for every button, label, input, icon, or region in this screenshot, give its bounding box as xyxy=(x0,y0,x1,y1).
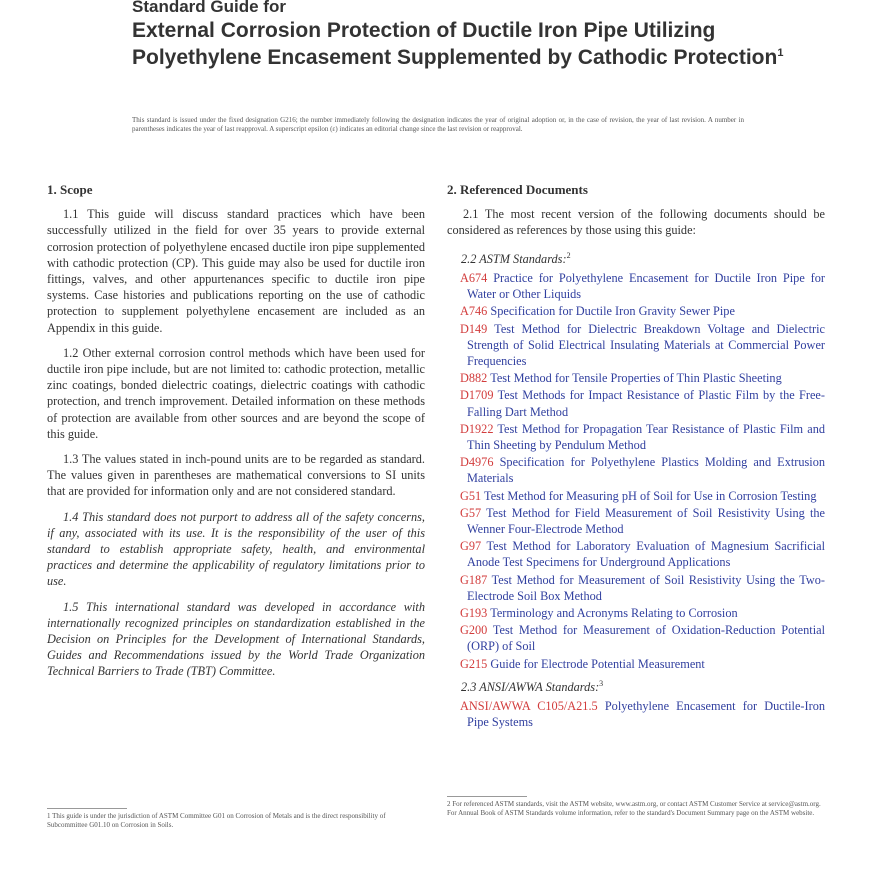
reference-code[interactable]: G57 xyxy=(460,505,482,520)
reference-link[interactable] xyxy=(460,656,825,672)
awwa-reference-list xyxy=(447,698,825,730)
reference-code[interactable]: D149 xyxy=(460,321,488,336)
reference-link[interactable] xyxy=(460,488,825,504)
document-kind: Standard Guide for xyxy=(132,0,286,16)
reference-title[interactable]: Test Method for Propagation Tear Resistance of Plastic Film and Thin Sheeting by Pendulum Method xyxy=(467,421,825,452)
reference-code[interactable]: G97 xyxy=(460,539,482,554)
title-footnote-mark: 1 xyxy=(777,47,784,59)
footnote-rule-right xyxy=(447,796,527,797)
reference-code[interactable]: G200 xyxy=(460,623,488,638)
reference-title[interactable]: Test Method for Field Measurement of Soil Resistivity Using the Wenner Four-Electrode Method xyxy=(467,505,825,536)
designation-note: This standard is issued under the fixed designation G216; the number immediately following the designation indicates the year of original adoption or, in the case of revision, the year of last revision. A number in parentheses indicates the year of last reapproval. A superscript epsilon (ε) indicates an editorial change since the last revision or reapproval. xyxy=(132,116,744,133)
reference-code[interactable]: ANSI/AWWA C105/A21.5 xyxy=(460,699,598,714)
reference-link[interactable] xyxy=(460,622,825,654)
awwa-standards-label: 2.3 ANSI/AWWA Standards:$^3$ xyxy=(461,678,604,694)
reference-link[interactable] xyxy=(460,698,825,730)
reference-link[interactable] xyxy=(460,538,825,570)
reference-code[interactable]: G187 xyxy=(460,572,488,587)
reference-code[interactable]: D1709 xyxy=(460,388,494,403)
reference-link[interactable] xyxy=(460,387,825,419)
reference-link[interactable] xyxy=(460,370,825,386)
reference-title[interactable]: Test Methods for Impact Resistance of Plastic Film by the Free-Falling Dart Method xyxy=(467,388,825,419)
reference-link[interactable] xyxy=(460,421,825,453)
reference-code[interactable]: D4976 xyxy=(460,455,494,470)
reference-link[interactable] xyxy=(460,321,825,370)
scope-para-4: 1.4 This standard does not purport to address all of the safety concerns, if any, associated with its use. It is the responsibility of the user of this standard to establish appropriate safety, health, and environmental practices and determine the applicability of regulatory limitations prior to use. xyxy=(47,509,425,589)
astm-reference-list xyxy=(447,270,825,672)
reference-code[interactable]: G215 xyxy=(460,656,488,671)
document-header xyxy=(132,0,832,69)
footnote-left: 1 This guide is under the jurisdiction of ASTM Committee G01 on Corrosion of Metals and is the direct responsibility of Subcommittee G01.10 on Corrosion in Soils. xyxy=(47,812,386,829)
reference-title[interactable]: Specification for Polyethylene Plastics Molding and Extrusion Materials xyxy=(467,455,826,486)
reference-link[interactable] xyxy=(460,454,826,486)
reference-title[interactable]: Practice for Polyethylene Encasement for Ductile Iron Pipe for Water or Other Liquids xyxy=(467,270,825,302)
reference-title[interactable]: Test Method for Tensile Properties of Thin Plastic Sheeting xyxy=(490,371,782,386)
reference-link[interactable] xyxy=(460,605,825,621)
reference-link[interactable] xyxy=(460,572,825,604)
reference-code[interactable]: A674 xyxy=(460,270,488,285)
reference-code[interactable]: G51 xyxy=(460,488,482,503)
reference-title[interactable]: Polyethylene Encasement for Ductile-Iron Pipe Systems xyxy=(467,699,825,730)
reference-title[interactable]: Terminology and Acronyms Relating to Corrosion xyxy=(490,605,738,620)
footnote-rule-left xyxy=(47,808,127,809)
references-intro: 2.1 The most recent version of the following documents should be considered as references by those using this guide: xyxy=(447,207,825,238)
reference-title[interactable]: Specification for Ductile Iron Gravity Sewer Pipe xyxy=(490,304,735,319)
reference-code[interactable]: A746 xyxy=(460,304,488,319)
scope-para-1: 1.1 This guide will discuss standard practices which have been successfully utilized in the field for over 35 years to provide external corrosion protection of polyethylene encased ductile iron pipe supplemented with cathodic protection (CP). This guide may also be used for ductile iron fittings, valves, and other appurtenances specific to ductile iron pipe systems. Case histories and publications reporting on the use of cathodic protection to supplement polyethylene encasement are included as an Appendix in this guide. xyxy=(47,207,425,335)
astm-standards-label: 2.2 ASTM Standards:$^2$ xyxy=(461,250,571,266)
reference-code[interactable]: D882 xyxy=(460,371,488,386)
footnote-right: 2 For referenced ASTM standards, visit the ASTM website, www.astm.org, or contact ASTM Customer Service at service@astm.org. For Annual Book of ASTM Standards volume information, refer to the standard's Document Summary page on the ASTM website. xyxy=(447,800,821,817)
reference-title[interactable]: Test Method for Dielectric Breakdown Voltage and Dielectric Strength of Solid Electrical Insulating Materials at Commercial Power Frequencies xyxy=(467,321,825,368)
scope-heading: 1. Scope xyxy=(47,182,93,197)
title-text: External Corrosion Protection of Ductile Iron Pipe Utilizing Polyethylene Encasement Supplemented by Cathodic Protection xyxy=(132,19,778,69)
scope-column xyxy=(47,182,425,689)
reference-title[interactable]: Guide for Electrode Potential Measurement xyxy=(490,656,705,671)
scope-para-3: 1.3 The values stated in inch-pound units are to be regarded as standard. The values given in parentheses are mathematical conversions to SI units that are provided for information only and are not considered standard. xyxy=(47,452,425,499)
reference-link[interactable] xyxy=(460,505,825,537)
scope-para-5: 1.5 This international standard was developed in accordance with internationally recognized principles on standardization established in the Decision on Principles for the Development of International Standards, Guides and Recommendations issued by the World Trade Organization Technical Barriers to Trade (TBT) Committee. xyxy=(47,599,425,679)
document-title xyxy=(132,19,832,69)
scope-para-2: 1.2 Other external corrosion control methods which have been used for ductile iron pipe include, but are not limited to: cathodic protection, metallic zinc coatings, bonded dielectric coatings, dielectric coatings with cathodic protection, and trench improvement. Detailed information on these methods of protection are available from other sources and are beyond the scope of this guide. xyxy=(47,345,425,441)
reference-code[interactable]: D1922 xyxy=(460,421,494,436)
reference-title[interactable]: Test Method for Measurement of Soil Resistivity Using the Two-Electrode Soil Box Method xyxy=(467,572,825,603)
reference-link[interactable] xyxy=(460,303,825,319)
reference-link[interactable] xyxy=(460,270,825,302)
references-column xyxy=(447,182,825,731)
reference-title[interactable]: Test Method for Laboratory Evaluation of Magnesium Sacrificial Anode Test Specimens for Underground Applications xyxy=(467,539,825,570)
reference-code[interactable]: G193 xyxy=(460,605,488,620)
references-heading: 2. Referenced Documents xyxy=(447,182,588,197)
reference-title[interactable]: Test Method for Measuring pH of Soil for Use in Corrosion Testing xyxy=(484,488,817,503)
reference-title[interactable]: Test Method for Measurement of Oxidation-Reduction Potential (ORP) of Soil xyxy=(467,623,825,654)
